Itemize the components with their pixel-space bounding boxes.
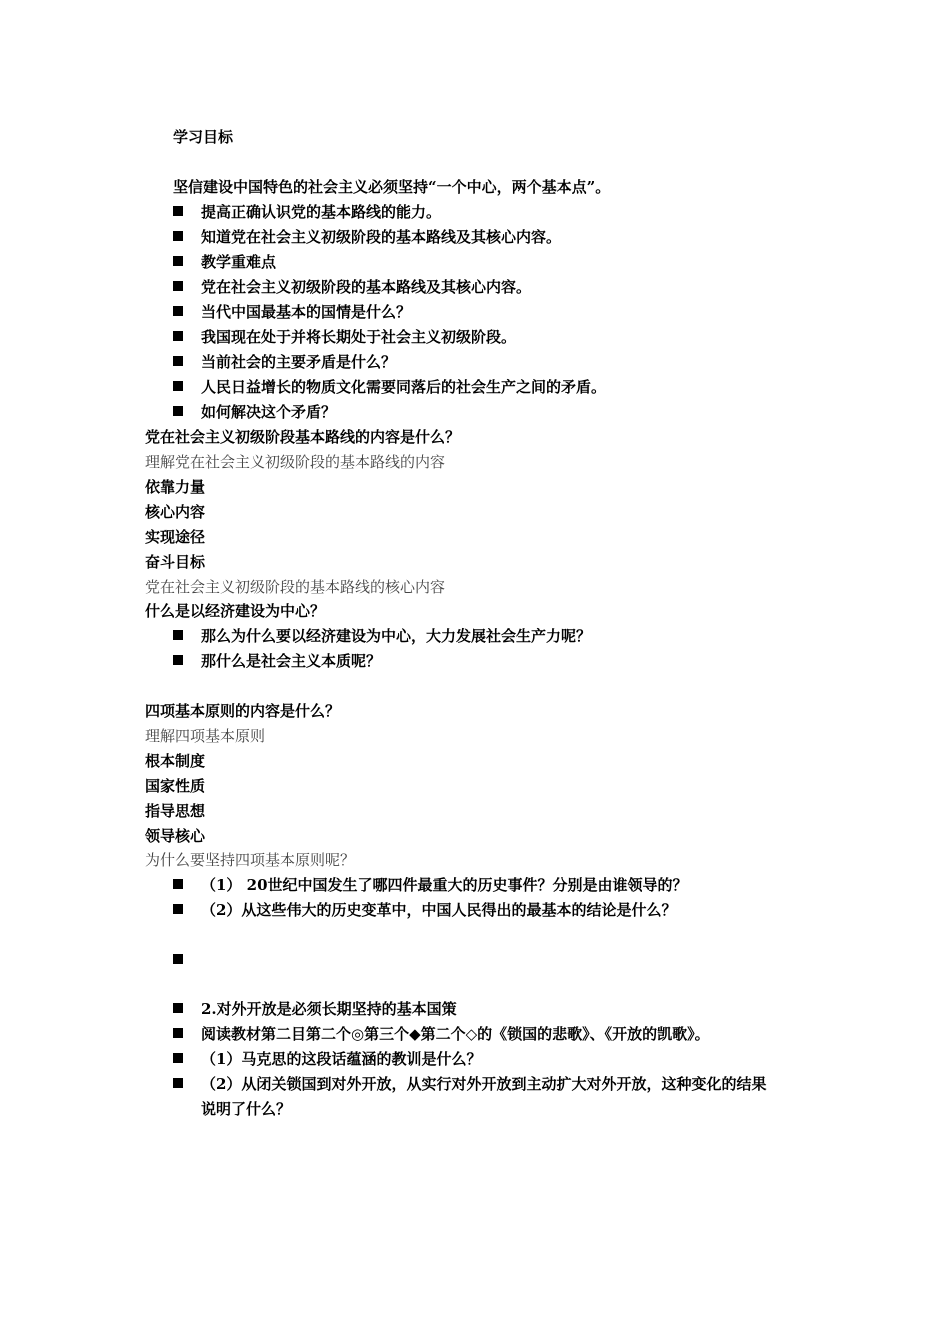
section-note: 党在社会主义初级阶段的基本路线的核心内容	[145, 578, 446, 596]
section-subtitle: 理解党在社会主义初级阶段的基本路线的内容	[145, 453, 446, 471]
list-item: 我国现在处于并将长期处于社会主义初级阶段。	[201, 328, 517, 346]
list-item-continuation: 说明了什么？	[201, 1100, 292, 1118]
section-item: 奋斗目标	[145, 553, 206, 571]
section-item: 根本制度	[145, 752, 206, 770]
bullet-icon	[173, 356, 183, 366]
section-question: 四项基本原则的内容是什么？	[145, 702, 341, 720]
list-item: 阅读教材第二目第二个◎第三个◆第二个◇的《锁国的悲歌》、《开放的凯歌》。	[201, 1025, 710, 1043]
bullet-icon	[173, 879, 183, 889]
bullet-icon	[173, 331, 183, 341]
list-item: 提高正确认识党的基本路线的能力。	[201, 203, 442, 221]
list-item: （1）马克思的这段话蕴涵的教训是什么？	[201, 1050, 482, 1068]
bullet-icon	[173, 630, 183, 640]
section-item: 实现途径	[145, 528, 206, 546]
section-item: 国家性质	[145, 777, 206, 795]
bullet-icon	[173, 1028, 183, 1038]
section-item: 指导思想	[145, 802, 206, 820]
list-item: 那么为什么要以经济建设为中心，大力发展社会生产力呢？	[201, 627, 592, 645]
bullet-icon	[173, 904, 183, 914]
bullet-icon	[173, 381, 183, 391]
list-item: 那什么是社会主义本质呢？	[201, 652, 382, 670]
bullet-icon	[173, 306, 183, 316]
section-item: 依靠力量	[145, 478, 206, 496]
section-subtitle: 理解四项基本原则	[145, 727, 266, 745]
bullet-icon	[173, 655, 183, 665]
list-item: 教学重难点	[201, 253, 277, 271]
list-item: 当代中国最基本的国情是什么？	[201, 303, 412, 321]
list-item: （2）从闭关锁国到对外开放，从实行对外开放到主动扩大对外开放，这种变化的结果	[201, 1075, 767, 1093]
bullet-icon	[173, 954, 183, 964]
bullet-icon	[173, 1053, 183, 1063]
goal-text: 坚信建设中国特色的社会主义必须坚持“一个中心，两个基本点”。	[173, 178, 611, 196]
bullet-icon	[173, 231, 183, 241]
list-item: 党在社会主义初级阶段的基本路线及其核心内容。	[201, 278, 532, 296]
bullet-icon	[173, 281, 183, 291]
bullet-icon	[173, 256, 183, 266]
bullet-icon	[173, 206, 183, 216]
section-item: 领导核心	[145, 827, 206, 845]
section-item: 核心内容	[145, 503, 206, 521]
bullet-icon	[173, 406, 183, 416]
list-item: 人民日益增长的物质文化需要同落后的社会生产之间的矛盾。	[201, 378, 607, 396]
bullet-icon	[173, 1003, 183, 1013]
list-item: 2.对外开放是必须长期坚持的基本国策	[201, 1000, 457, 1018]
section-question: 什么是以经济建设为中心？	[145, 602, 326, 620]
list-item: （1） 20世纪中国发生了哪四件最重大的历史事件？分别是由谁领导的？	[201, 876, 688, 894]
list-item: 当前社会的主要矛盾是什么？	[201, 353, 397, 371]
section-question: 党在社会主义初级阶段基本路线的内容是什么？	[145, 428, 461, 446]
list-item: （2）从这些伟大的历史变革中，中国人民得出的最基本的结论是什么？	[201, 901, 677, 919]
bullet-icon	[173, 1078, 183, 1088]
list-item: 知道党在社会主义初级阶段的基本路线及其核心内容。	[201, 228, 562, 246]
page-title: 学习目标	[173, 128, 234, 146]
list-item: 如何解决这个矛盾？	[201, 403, 337, 421]
section-note: 为什么要坚持四项基本原则呢？	[145, 851, 356, 869]
